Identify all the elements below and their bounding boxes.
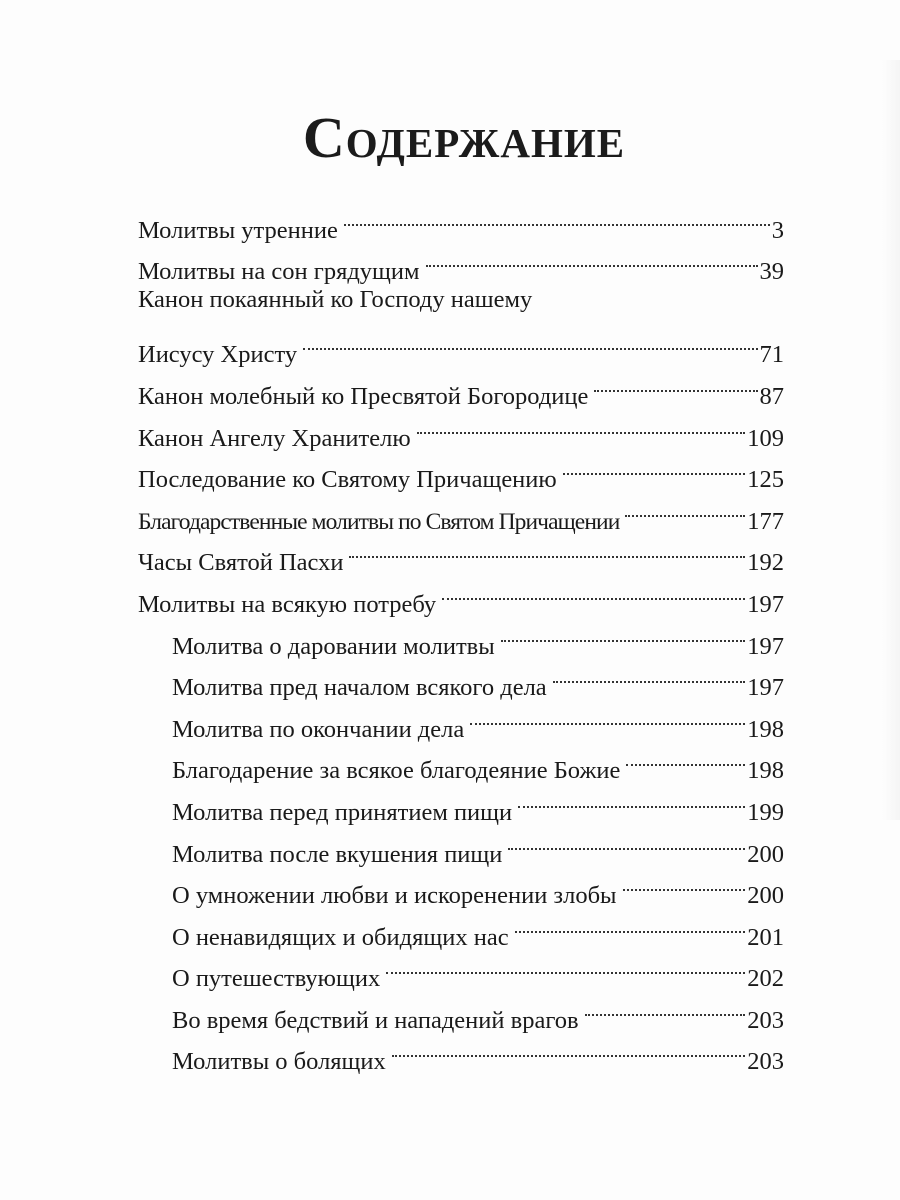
page-edge-shadow [882, 60, 900, 820]
dot-leader [594, 362, 757, 404]
toc-entry-page: 71 [759, 341, 784, 369]
dot-leader [508, 820, 745, 862]
toc-entry-title: Молитва о даровании молитвы [172, 632, 495, 660]
dot-leader [625, 487, 745, 529]
toc-entry-page: 87 [759, 382, 784, 410]
dot-leader [563, 446, 746, 488]
toc-entry-title: Канон покаянный ко Господу нашему [138, 286, 533, 314]
toc-entry-title: Молитвы утренние [138, 216, 338, 244]
toc-entry-page: 200 [747, 882, 784, 910]
page-title: Содержание [302, 105, 626, 170]
toc-entry-title: Молитва по окончании дела [172, 715, 465, 743]
dot-leader [417, 404, 746, 446]
toc-entry-page: 198 [747, 757, 784, 785]
toc-entry-page: 198 [747, 715, 784, 743]
toc-entry-page: 177 [747, 507, 784, 535]
toc-entry-title: Благодарственные молитвы по Святом Причащении [138, 508, 620, 535]
toc-entry-title: Молитвы на сон грядущим [138, 258, 420, 286]
dot-leader [623, 862, 746, 904]
dot-leader [392, 1028, 745, 1070]
toc-entry [138, 279, 784, 321]
dot-leader [515, 903, 746, 945]
toc-entry-page: 3 [771, 216, 784, 244]
toc-entry-title: Иисусу Христу [138, 341, 298, 369]
toc-entry-page: 199 [747, 798, 784, 826]
dot-leader [344, 196, 770, 238]
toc-entry-page: 192 [747, 549, 784, 577]
toc-entry-page: 201 [747, 923, 784, 951]
table-of-contents [138, 196, 784, 1076]
dot-leader [386, 945, 745, 987]
toc-entry-title: Молитвы о болящих [172, 1048, 386, 1076]
toc-entry-page: 203 [747, 1006, 784, 1034]
dot-leader [442, 570, 745, 612]
toc-entry-page: 197 [747, 590, 784, 618]
toc-entry-title: О умножении любви и искоренении злобы [172, 882, 617, 910]
toc-entry-page: 203 [747, 1048, 784, 1076]
toc-entry-page: 200 [747, 840, 784, 868]
toc-entry [138, 196, 784, 244]
dot-leader [349, 529, 745, 571]
toc-entry-title: Канон молебный ко Пресвятой Богородице [138, 382, 589, 410]
dot-leader [518, 778, 745, 820]
toc-entry-title: Молитвы на всякую потребу [138, 590, 437, 618]
dot-leader [470, 695, 745, 737]
dot-leader [626, 737, 745, 779]
toc-entry-title: Молитва перед принятием пищи [172, 798, 513, 826]
toc-entry-title: Последование ко Святому Причащению [138, 466, 557, 494]
toc-entry-page: 197 [747, 674, 784, 702]
toc-entry-title: Часы Святой Пасхи [138, 549, 344, 577]
toc-entry-title: Молитва пред началом всякого дела [172, 674, 547, 702]
toc-entry-title: О ненавидящих и обидящих нас [172, 923, 509, 951]
toc-entry-page: 125 [747, 466, 784, 494]
toc-entry-page: 39 [759, 258, 784, 286]
toc-entry-page: 109 [747, 424, 784, 452]
dot-leader [501, 612, 746, 654]
toc-entry-title: Во время бедствий и нападений врагов [172, 1006, 579, 1034]
toc-entry-page: 202 [747, 965, 784, 993]
toc-entry-title: Благодарение за всякое благодеяние Божие [172, 757, 621, 785]
toc-entry [138, 321, 784, 369]
dot-leader [426, 238, 758, 280]
toc-entry-title: Молитва после вкушения пищи [172, 840, 503, 868]
toc-entry-page: 197 [747, 632, 784, 660]
toc-entry-title: Канон Ангелу Хранителю [138, 424, 411, 452]
toc-entry-title: О путешествующих [172, 965, 381, 993]
dot-leader [553, 654, 746, 696]
dot-leader [585, 986, 746, 1028]
dot-leader [303, 321, 757, 363]
